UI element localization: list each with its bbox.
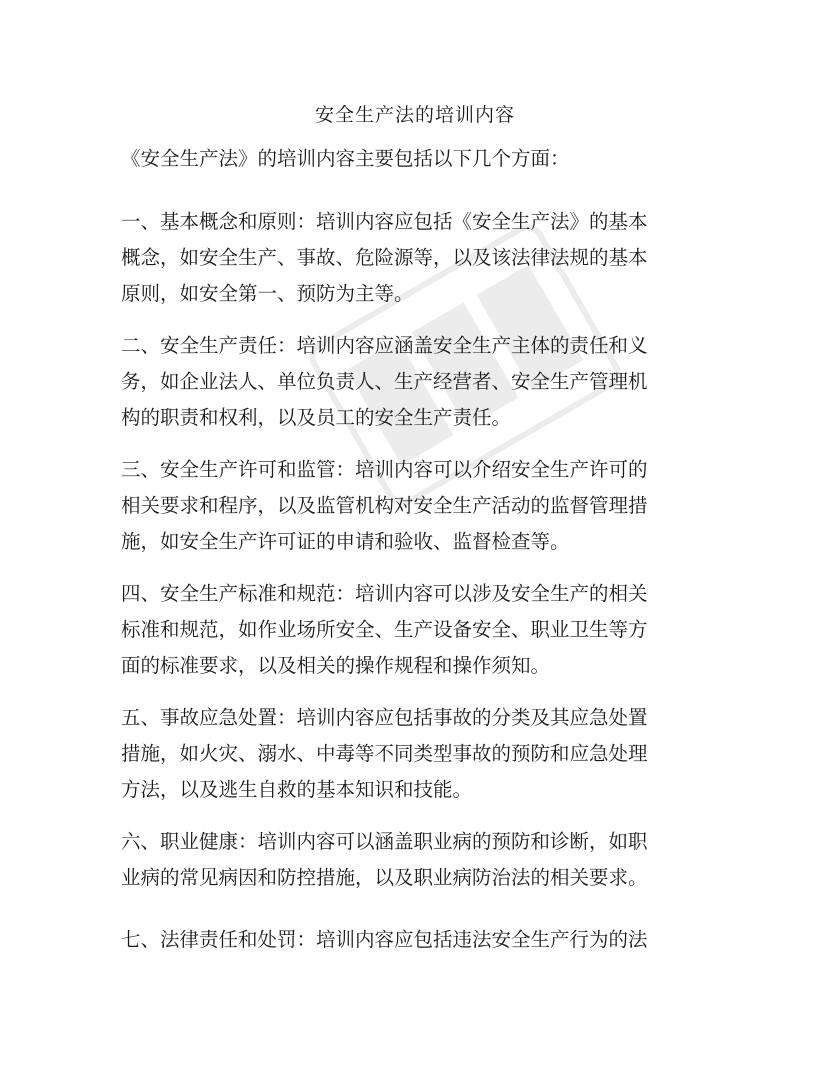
document-title: 安全生产法的培训内容: [314, 104, 515, 126]
section-6-line-2: 业病的常见病因和防控措施，以及职业病防治法的相关要求。: [121, 866, 648, 889]
intro-paragraph: 《安全生产法》的培训内容主要包括以下几个方面：: [121, 147, 570, 170]
section-5-line-2: 措施，如火灾、溺水、中毒等不同类型事故的预防和应急处理: [121, 742, 648, 765]
section-7-line-1: 七、法律责任和处罚：培训内容应包括违法安全生产行为的法: [121, 928, 648, 951]
section-1: [121, 204, 721, 312]
section-1-line-1: 一、基本概念和原则：培训内容应包括《安全生产法》的基本: [121, 210, 648, 233]
section-2-line-3: 构的职责和权利，以及员工的安全生产责任。: [121, 406, 512, 429]
section-4-line-3: 面的标准要求，以及相关的操作规程和操作须知。: [121, 654, 551, 677]
section-2-line-1: 二、安全生产责任：培训内容应涵盖安全生产主体的责任和义: [121, 334, 648, 357]
section-4-line-2: 标准和规范，如作业场所安全、生产设备安全、职业卫生等方: [121, 618, 648, 641]
section-3-line-3: 施，如安全生产许可证的申请和验收、监督检查等。: [121, 530, 570, 553]
section-7: [121, 922, 721, 958]
section-2: [121, 328, 721, 436]
section-1-line-3: 原则，如安全第一、预防为主等。: [121, 282, 414, 305]
section-2-line-2: 务，如企业法人、单位负责人、生产经营者、安全生产管理机: [121, 370, 648, 393]
section-5-line-1: 五、事故应急处置：培训内容应包括事故的分类及其应急处置: [121, 706, 648, 729]
section-4-line-1: 四、安全生产标准和规范：培训内容可以涉及安全生产的相关: [121, 582, 648, 605]
section-3: [121, 452, 721, 560]
section-5-line-3: 方法，以及逃生自救的基本知识和技能。: [121, 778, 473, 801]
section-1-line-2: 概念，如安全生产、事故、危险源等，以及该法律法规的基本: [121, 246, 648, 269]
section-3-line-1: 三、安全生产许可和监管：培训内容可以介绍安全生产许可的: [121, 458, 648, 481]
section-3-line-2: 相关要求和程序，以及监管机构对安全生产活动的监督管理措: [121, 494, 648, 517]
section-6: [121, 824, 721, 896]
section-6-line-1: 六、职业健康：培训内容可以涵盖职业病的预防和诊断，如职: [121, 830, 648, 853]
section-4: [121, 576, 721, 684]
section-5: [121, 700, 721, 808]
